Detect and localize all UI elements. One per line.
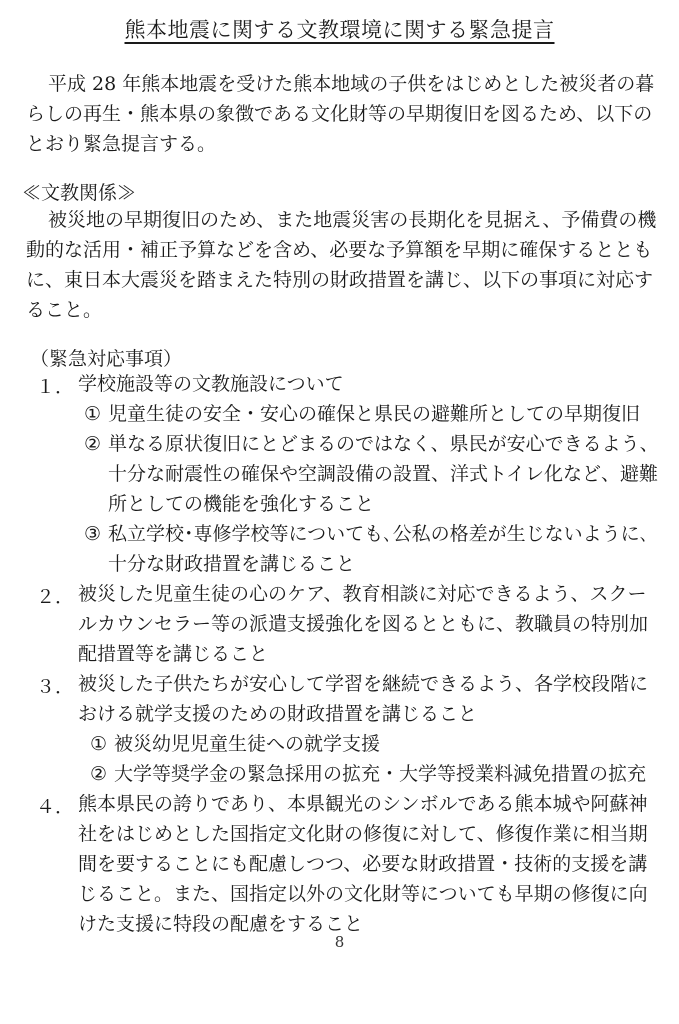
subitem-marker: ② (90, 763, 108, 785)
subitem-marker: ② (84, 433, 102, 455)
item-line: おける就学支援のための財政措置を講じること (78, 703, 478, 725)
subitem-line: 私立学校･専修学校等についても､公私の格差が生じないように､ (108, 523, 650, 545)
document-title: 熊本地震に関する文教環境に関する緊急提言 (124, 18, 555, 42)
item-line: けた支援に特段の配慮をすること (78, 913, 364, 935)
subitem-line: 被災幼児児童生徒への就学支援 (114, 733, 381, 755)
item-line: 被災した子供たちが安心して学習を継続できるよう、各学校段階に (78, 673, 649, 695)
subitem-line: 単なる原状復旧にとどまるのではなく、県民が安心できるよう、 (108, 433, 659, 455)
intro-line: 平成 28 年熊本地震を受けた熊本地域の子供をはじめとした被災者の暮 (48, 73, 655, 95)
section-body-line: ること。 (26, 299, 103, 321)
subitem-marker: ① (84, 403, 102, 425)
item-line: 社をはじめとした国指定文化財の修復に対して、修復作業に相当期 (78, 823, 648, 845)
item-line: ルカウンセラー等の派遣支援強化を図るとともに、教職員の特別加 (78, 613, 649, 635)
subitem-line: 十分な財政措置を講じること (108, 553, 356, 575)
subitem-marker: ① (90, 733, 108, 755)
item-line: 学校施設等の文教施設について (78, 373, 344, 395)
item-line: 間を要することにも配慮しつつ、必要な財政措置・技術的支援を講 (78, 853, 648, 875)
section-body-line: 動的な活用・補正予算などを含め、必要な予算額を早期に確保するととも (26, 239, 653, 261)
item-number: ４． (36, 796, 75, 818)
section-body-line: 被災地の早期復旧のため、また地震災害の長期化を見据え、予備費の機 (48, 209, 657, 231)
item-number: １． (36, 376, 75, 398)
item-number: ３． (36, 676, 75, 698)
subitem-line: 大学等奨学金の緊急採用の拡充・大学等授業料減免措置の拡充 (114, 763, 647, 785)
item-number: ２． (36, 586, 75, 608)
intro-line: らしの再生・熊本県の象徴である文化財等の早期復旧を図るため、以下の (26, 103, 653, 125)
document-title-wrap (0, 14, 679, 44)
item-line: 被災した児童生徒の心のケア、教育相談に対応できるよう、スクー (78, 583, 647, 605)
item-line: 熊本県民の誇りであり、本県観光のシンボルである熊本城や阿蘇神 (78, 793, 648, 815)
subitem-marker: ③ (84, 523, 102, 545)
subheading: （緊急対応事項） (30, 348, 183, 370)
page-number: 8 (334, 933, 345, 951)
intro-line: とおり緊急提言する。 (26, 133, 217, 155)
section-heading: ≪文教関係≫ (22, 182, 137, 204)
subitem-line: 十分な耐震性の確保や空調設備の設置、洋式トイレ化など、避難 (108, 463, 659, 485)
section-body-line: に、東日本大震災を踏まえた特別の財政措置を講じ、以下の事項に対応す (26, 269, 654, 291)
subitem-line: 児童生徒の安全・安心の確保と県民の避難所としての早期復旧 (108, 403, 641, 425)
item-line: 配措置等を講じること (78, 643, 269, 665)
subitem-line: 所としての機能を強化すること (108, 493, 375, 515)
item-line: じること。また、国指定以外の文化財等についても早期の修復に向 (78, 883, 648, 905)
